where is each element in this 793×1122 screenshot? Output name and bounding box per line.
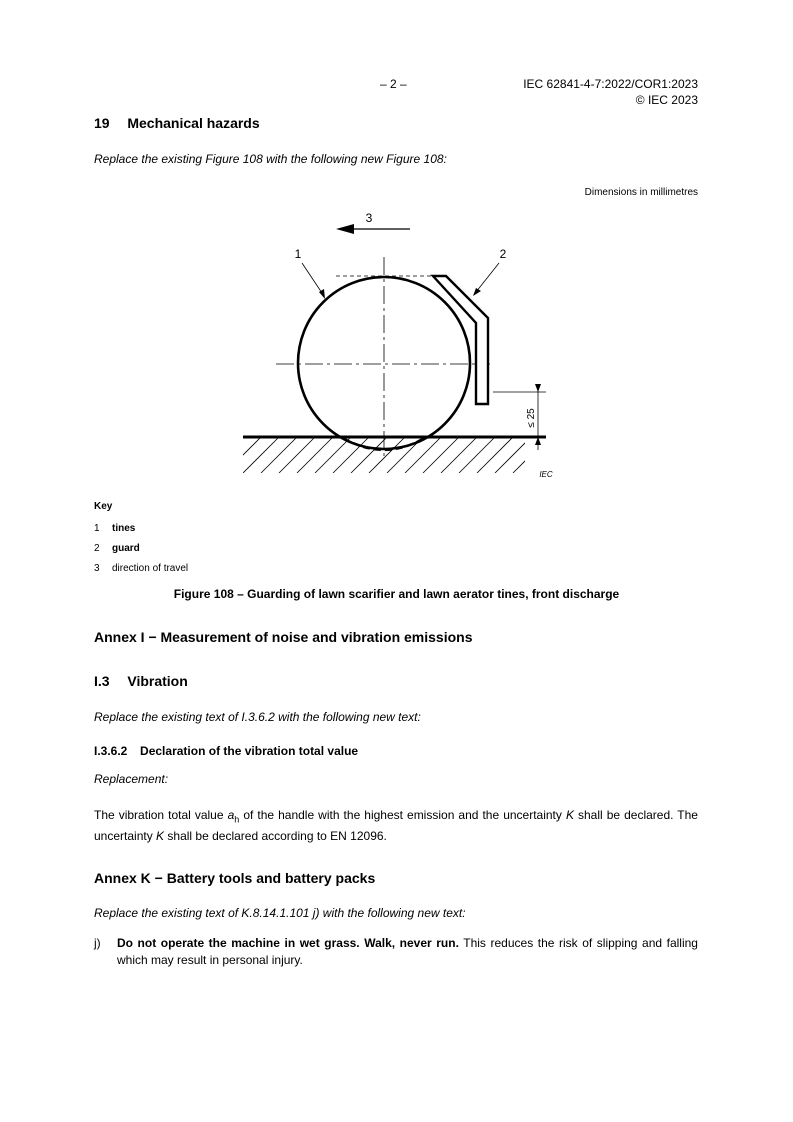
- key-item-number: 3: [94, 563, 100, 574]
- clearance-dimension: [493, 384, 546, 450]
- guard-shape: [433, 276, 488, 404]
- paragraph-text: shall be declared. The uncertainty: [94, 808, 698, 844]
- section-19-heading: [94, 115, 260, 131]
- key-title: Key: [94, 501, 113, 512]
- figure-replacement-instruction: Replace the existing Figure 108 with the following new Figure 108:: [94, 152, 447, 166]
- key-item-text: direction of travel: [112, 563, 189, 574]
- clause-i362-heading: [94, 744, 358, 758]
- annex-i-instruction: Replace the existing text of I.3.6.2 with the following new text:: [94, 710, 421, 724]
- clearance-dimension-label: ≤ 25: [526, 408, 537, 428]
- annex-k-heading: Annex K − Battery tools and battery packs: [94, 870, 376, 886]
- page-number: – 2 –: [380, 77, 407, 91]
- paragraph-text: of the handle with the highest emission and the uncertainty: [239, 808, 566, 822]
- paragraph-text: shall be declared according to EN 12096.: [164, 829, 387, 844]
- subclause-title: Vibration: [127, 673, 188, 689]
- ground-hatching: [225, 437, 549, 473]
- replacement-label: Replacement:: [94, 772, 169, 786]
- label-3: 3: [365, 211, 373, 225]
- vibration-paragraph: [94, 807, 698, 845]
- clause-title: Declaration of the vibration total value: [140, 744, 359, 758]
- section-title: Mechanical hazards: [127, 115, 260, 131]
- guard-leader-line: [473, 263, 499, 296]
- list-item-j: [117, 935, 698, 969]
- tines-leader-line: [302, 263, 325, 299]
- key-item-1: [94, 523, 135, 534]
- subclause-number: I.3: [94, 673, 110, 689]
- symbol-k: K: [156, 829, 165, 844]
- symbol-k: K: [565, 808, 574, 822]
- key-item-3: [94, 563, 188, 574]
- subclause-i3-heading: [94, 673, 188, 689]
- clause-number: I.3.6.2: [94, 744, 128, 758]
- key-item-2: [94, 543, 140, 554]
- symbol-subscript-h: h: [234, 814, 240, 825]
- copyright: © IEC 2023: [635, 93, 698, 107]
- label-2: 2: [499, 247, 507, 261]
- iec-mark: IEC: [539, 470, 553, 479]
- dimensions-note: Dimensions in millimetres: [584, 187, 698, 198]
- direction-of-travel-arrow: [336, 224, 410, 234]
- figure-caption: Figure 108 – Guarding of lawn scarifier and lawn aerator tines, front discharge: [173, 587, 620, 601]
- section-number: 19: [94, 115, 110, 131]
- key-item-number: 1: [94, 523, 100, 534]
- list-item-label: j): [94, 936, 101, 950]
- key-item-text: tines: [112, 523, 136, 534]
- figure-108: [0, 200, 793, 490]
- annex-i-heading: Annex I − Measurement of noise and vibration emissions: [94, 629, 473, 645]
- paragraph-text: The vibration total value: [94, 808, 228, 822]
- key-item-number: 2: [94, 543, 100, 554]
- label-1: 1: [294, 247, 302, 261]
- symbol-a: a: [227, 808, 235, 822]
- annex-k-instruction: Replace the existing text of K.8.14.1.101 j) with the following new text:: [94, 906, 466, 920]
- document-id: IEC 62841-4-7:2022/COR1:2023: [523, 77, 698, 91]
- key-item-text: guard: [112, 543, 140, 554]
- warning-rest-text: This reduces the risk of slipping and falling which may result in personal injury.: [117, 936, 698, 967]
- warning-bold-text: Do not operate the machine in wet grass. Walk, never run.: [117, 936, 459, 950]
